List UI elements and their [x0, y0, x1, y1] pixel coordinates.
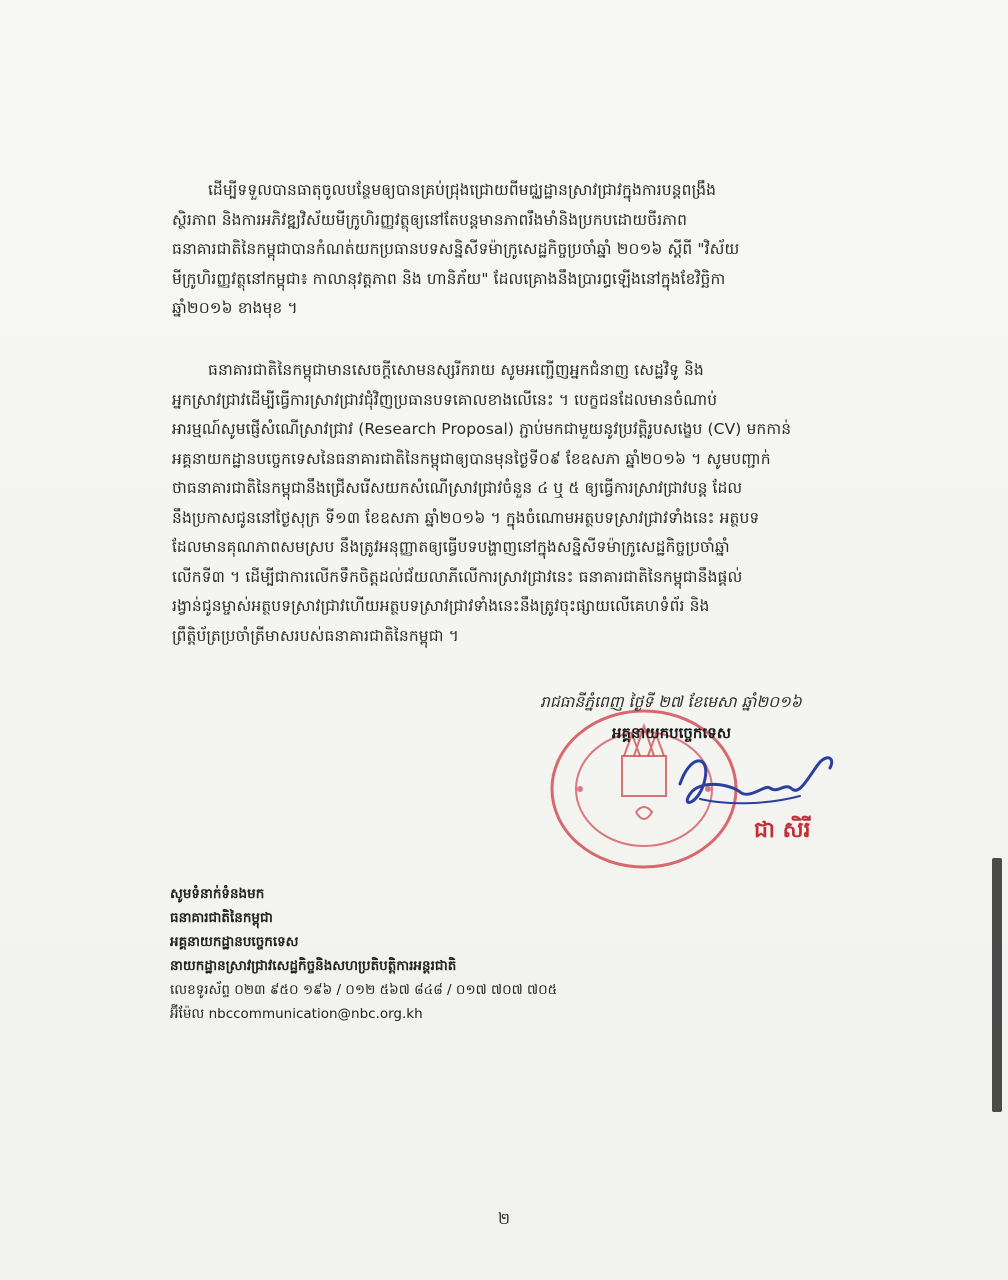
- text-line: ដើម្បីទទួលបានធាតុចូលបន្ថែមឲ្យបានគ្រប់ជ្រុងជ្រោយពីមជ្ឈដ្ឋានស្រាវជ្រាវក្នុងការបន្តពង្រឹង: [208, 181, 717, 199]
- contact-line: សូមទំនាក់ទំនងមក: [170, 886, 265, 902]
- signer-title: អគ្គនាយកបច្ចេកទេស: [612, 724, 732, 742]
- text-line: ដែលមានគុណភាពសមស្រប នឹងត្រូវអនុញ្ញាតឲ្យធ្វើបទបង្ហាញនៅក្នុងសន្និសីទម៉ាក្រូសេដ្ឋកិច្ចប្រចាំឆ្នាំ: [172, 538, 730, 556]
- text-line: មីក្រូហិរញ្ញវត្ថុនៅកម្ពុជា៖ កាលានុវត្តភាព និង ហានិភ័យ" ដែលគ្រោងនឹងប្រារព្ធឡើងនៅក្នុងខែវិច្ឆិកា: [172, 269, 726, 288]
- text-line: អ្នកស្រាវជ្រាវដើម្បីធ្វើការស្រាវជ្រាវជុំវិញប្រធានបទគោលខាងលើនេះ ។ បេក្ខជនដែលមានចំណាប់: [172, 390, 718, 409]
- contact-block: [170, 882, 670, 1026]
- text-line: ឆ្នាំ២០១៦ ខាងមុខ ។: [172, 299, 298, 317]
- contact-line: អគ្គនាយកដ្ឋានបច្ចេកទេស: [170, 934, 299, 950]
- paragraph-intro: [172, 176, 878, 324]
- text-line: ធនាគារជាតិនៃកម្ពុជាបានកំណត់យកប្រធានបទសន្និសីទម៉ាក្រូសេដ្ឋកិច្ចប្រចាំឆ្នាំ ២០១៦ ស្ដីពី "វិស័យ: [172, 240, 740, 258]
- page-number: ២: [497, 1209, 511, 1228]
- text-line: លើកទី៣ ។ ដើម្បីជាការលើកទឹកចិត្តដល់ជ័យលាភីលើការស្រាវជ្រាវនេះ ធនាគារជាតិនៃកម្ពុជានឹងផ្ដល់: [172, 567, 743, 586]
- paragraph-invitation: [172, 356, 878, 651]
- text-line: អគ្គនាយកដ្ឋានបច្ចេកទេសនៃធនាគារជាតិនៃកម្ពុជាឲ្យបានមុនថ្ងៃទី០៩ ខែឧសភា ឆ្នាំ២០១៦ ។ សូមបញ្ជាក់: [172, 449, 771, 468]
- contact-line: ធនាគារជាតិនៃកម្ពុជា: [170, 910, 273, 926]
- text-line: ថាធនាគារជាតិនៃកម្ពុជានឹងជ្រើសរើសយកសំណើស្រាវជ្រាវចំនួន ៤ ឬ ៥ ឲ្យធ្វើការស្រាវជ្រាវបន្ត ដែល: [172, 479, 743, 497]
- contact-phone: លេខទូរស័ព្ទ ០២៣ ៩៥០ ១៩៦ / ០១២ ៥៦៧ ៨៤៨ / ០១៧ ៧០៧ ៧០៥: [170, 982, 558, 998]
- text-line: នឹងប្រកាសជូននៅថ្ងៃសុក្រ ទី១៣ ខែឧសភា ឆ្នាំ២០១៦ ។ ក្នុងចំណោមអត្ថបទស្រាវជ្រាវទាំងនេះ អត្ថបទ: [172, 508, 760, 527]
- contact-email[interactable]: អ៊ីម៉ែល nbccommunication@nbc.org.kh: [170, 1006, 423, 1022]
- handwritten-signature-icon: [670, 744, 850, 824]
- date-line: រាជធានីភ្នំពេញ ថ្ងៃទី ២៧ ខែមេសា ឆ្នាំ២០១៦: [540, 693, 802, 711]
- text-line: ស្ថិរភាព និងការអភិវឌ្ឍវិស័យមីក្រូហិរញ្ញវត្ថុឲ្យនៅតែបន្តមានភាពរឹងមាំនិងប្រកបដោយចីរភាព: [172, 210, 688, 229]
- text-line: ព្រឹត្តិប័ត្រប្រចាំត្រីមាសរបស់ធនាគារជាតិនៃកម្ពុជា ។: [172, 626, 459, 645]
- contact-line: នាយកដ្ឋានស្រាវជ្រាវសេដ្ឋកិច្ចនិងសហប្រតិបត្តិការអន្តរជាតិ: [170, 958, 457, 974]
- scrollbar[interactable]: [992, 858, 1002, 1112]
- text-line: រង្វាន់ជូនម្ចាស់អត្ថបទស្រាវជ្រាវហើយអត្ថបទស្រាវជ្រាវទាំងនេះនឹងត្រូវចុះផ្សាយលើគេហទំព័រ និង: [172, 597, 710, 615]
- signature-block: [520, 690, 900, 880]
- text-line: អារម្មណ៍សូមផ្ញើសំណើស្រាវជ្រាវ (Research Proposal) ភ្ជាប់មកជាមួយនូវប្រវត្តិរូបសង្ខេប (CV) មកកាន់: [172, 420, 792, 438]
- signer-name: ជា សិរី: [754, 818, 811, 843]
- text-line: ធនាគារជាតិនៃកម្ពុជាមានសេចក្ដីសោមនស្សរីករាយ សូមអញ្ជើញអ្នកជំនាញ សេដ្ឋវិទូ និង: [208, 361, 704, 379]
